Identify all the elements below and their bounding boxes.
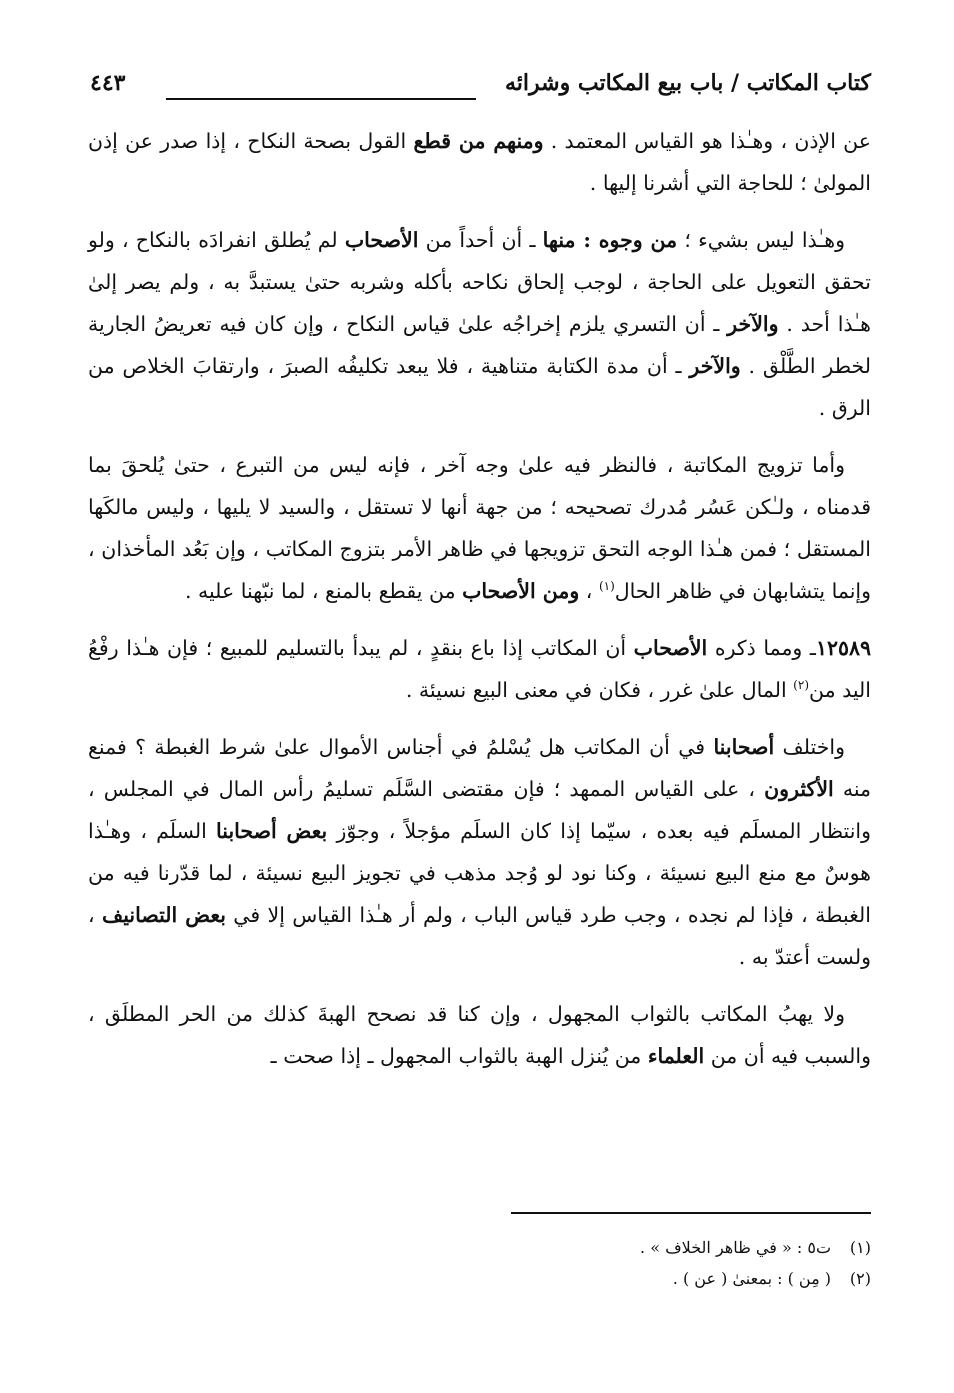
header-rule bbox=[166, 98, 476, 100]
text-run: في أن المكاتب هل يُسْلمُ في أجناس الأموال علىٰ شرط الغبطة ؟ فمنع منه bbox=[88, 735, 871, 801]
text-run: ـ أن التسري يلزم إخراجُه علىٰ قياس النكاح ، وإن كان فيه تعريضُ الجارية لخطر الطَّلْق . bbox=[88, 312, 871, 378]
text-run: أن المكاتب إذا باع بنقدٍ ، لم يبدأ بالتسليم للمبيع ؛ فإن هـٰذا رفْعُ اليد من bbox=[88, 636, 871, 702]
text-run: السلَم ، وهـٰذا هوسٌ مع منع البيع نسيئة ، وكنا نود لو وُجد مذهب في تجويز البيع نسيئة ، لما قدّرنا فيه من الغبطة ، فإذا لم نجده ، وجب طرد قياس الباب ، ولم أر هـٰذا القياس إلا في bbox=[88, 819, 871, 927]
text-run: ـ ومما ذكره bbox=[707, 636, 816, 660]
footnote bbox=[88, 1263, 871, 1294]
bold-term: الأصحاب bbox=[344, 228, 419, 252]
footnotes bbox=[88, 1232, 871, 1294]
text-run: ، ولست أعتدّ به . bbox=[88, 903, 871, 969]
text-run: وهـٰذا ليس بشيء ؛ bbox=[677, 228, 845, 252]
bold-term: بعض التصانيف bbox=[101, 903, 226, 927]
footnote-text: ت٥ : « في ظاهر الخلاف » . bbox=[640, 1238, 831, 1257]
footnote-text: ( مِن ) : بمعنىٰ ( عن ) . bbox=[672, 1269, 831, 1288]
footnote bbox=[88, 1232, 871, 1263]
bold-term: والآخر bbox=[727, 312, 779, 336]
bold-term: الأصحاب bbox=[633, 636, 708, 660]
footnote-number: (١) bbox=[849, 1238, 871, 1257]
page bbox=[88, 70, 871, 1092]
text-run: ، bbox=[579, 579, 599, 603]
text-run: لم يُطلق انفرادَه بالنكاح ، ولو تحقق التعويل على الحاجة ، لوجب إلحاق نكاحه بأكله وشربه حتىٰ يستبدَّ به ، ولم يصر إلىٰ هـٰذا أحد . bbox=[88, 228, 871, 336]
footnote-ref: (١) bbox=[598, 579, 615, 594]
text-run: القول بصحة النكاح ، إذا صدر عن إذن المولىٰ ؛ للحاجة التي أشرنا إليها . bbox=[88, 129, 871, 195]
text-run: المال علىٰ غرر ، فكان في معنى البيع نسيئة . bbox=[405, 678, 794, 702]
running-title: كتاب المكاتب / باب بيع المكاتب وشرائه bbox=[505, 70, 871, 96]
paragraph bbox=[88, 627, 871, 711]
bold-term: أصحابنا bbox=[713, 735, 775, 759]
text-run: عن الإذن ، وهـٰذا هو القياس المعتمد . bbox=[543, 129, 871, 153]
text-run: ، على القياس الممهد ؛ فإن مقتضى السَّلَم تسليمُ رأس المال في المجلس ، وانتظار المسلَم فيه بعده ، سيّما إذا كان السلَم مؤجلاً ، وجوّز bbox=[88, 777, 872, 843]
running-header bbox=[88, 70, 871, 114]
paragraph bbox=[88, 444, 871, 612]
paragraph bbox=[88, 993, 871, 1077]
bold-term: بعض أصحابنا bbox=[216, 819, 328, 843]
footnote-number: (٢) bbox=[849, 1269, 871, 1288]
bold-term: ١٢٥٨٩ bbox=[815, 636, 871, 660]
bold-term: الأكثرون bbox=[764, 777, 834, 801]
text-run: ـ أن أحداً من bbox=[418, 228, 543, 252]
bold-term: ومنهم من قطع bbox=[413, 129, 544, 153]
bold-term: ومن الأصحاب bbox=[462, 579, 580, 603]
text-run: من يُنزل الهبة بالثواب المجهول ـ إذا صحت ـ bbox=[270, 1044, 648, 1068]
footnote-separator bbox=[511, 1212, 871, 1214]
text-run: وأما تزويج المكاتبة ، فالنظر فيه علىٰ وجه آخر ، فإنه ليس من التبرع ، حتىٰ يُلحقَ بما قدمناه ، ولـٰكن عَسُر مُدرك تصحيحه ؛ من جهة أنها لا تستقل ، والسيد لا يليها ، وليس مالكَها المستقل ؛ فمن هـٰذا الوجه التحق تزويجها في ظاهر الأمر بتزوج المكاتب ، وإن بَعُد المأخذان ، وإنما يتشابهان في ظاهر الحال bbox=[88, 453, 871, 603]
text-run: ولا يهبُ المكاتب بالثواب المجهول ، وإن كنا قد نصحح الهبةَ كذلك من الحر المطلَق ، والسبب فيه أن من bbox=[88, 1002, 871, 1068]
text-run: من يقطع بالمنع ، لما نبّهنا عليه . bbox=[184, 579, 463, 603]
bold-term: من وجوه : منها bbox=[542, 228, 678, 252]
paragraph bbox=[88, 120, 871, 204]
paragraph bbox=[88, 219, 871, 429]
main-text bbox=[88, 120, 871, 1077]
text-run: واختلف bbox=[774, 735, 845, 759]
page-number: ٤٤٣ bbox=[90, 70, 126, 96]
bold-term: والآخر bbox=[689, 354, 741, 378]
text-run: ـ أن مدة الكتابة متناهية ، فلا يبعد تكليفُه الصبرَ ، وارتقابَ الخلاص من الرق . bbox=[88, 354, 871, 420]
bold-term: العلماء bbox=[647, 1044, 705, 1068]
footnote-ref: (٢) bbox=[793, 678, 809, 693]
paragraph bbox=[88, 726, 871, 978]
